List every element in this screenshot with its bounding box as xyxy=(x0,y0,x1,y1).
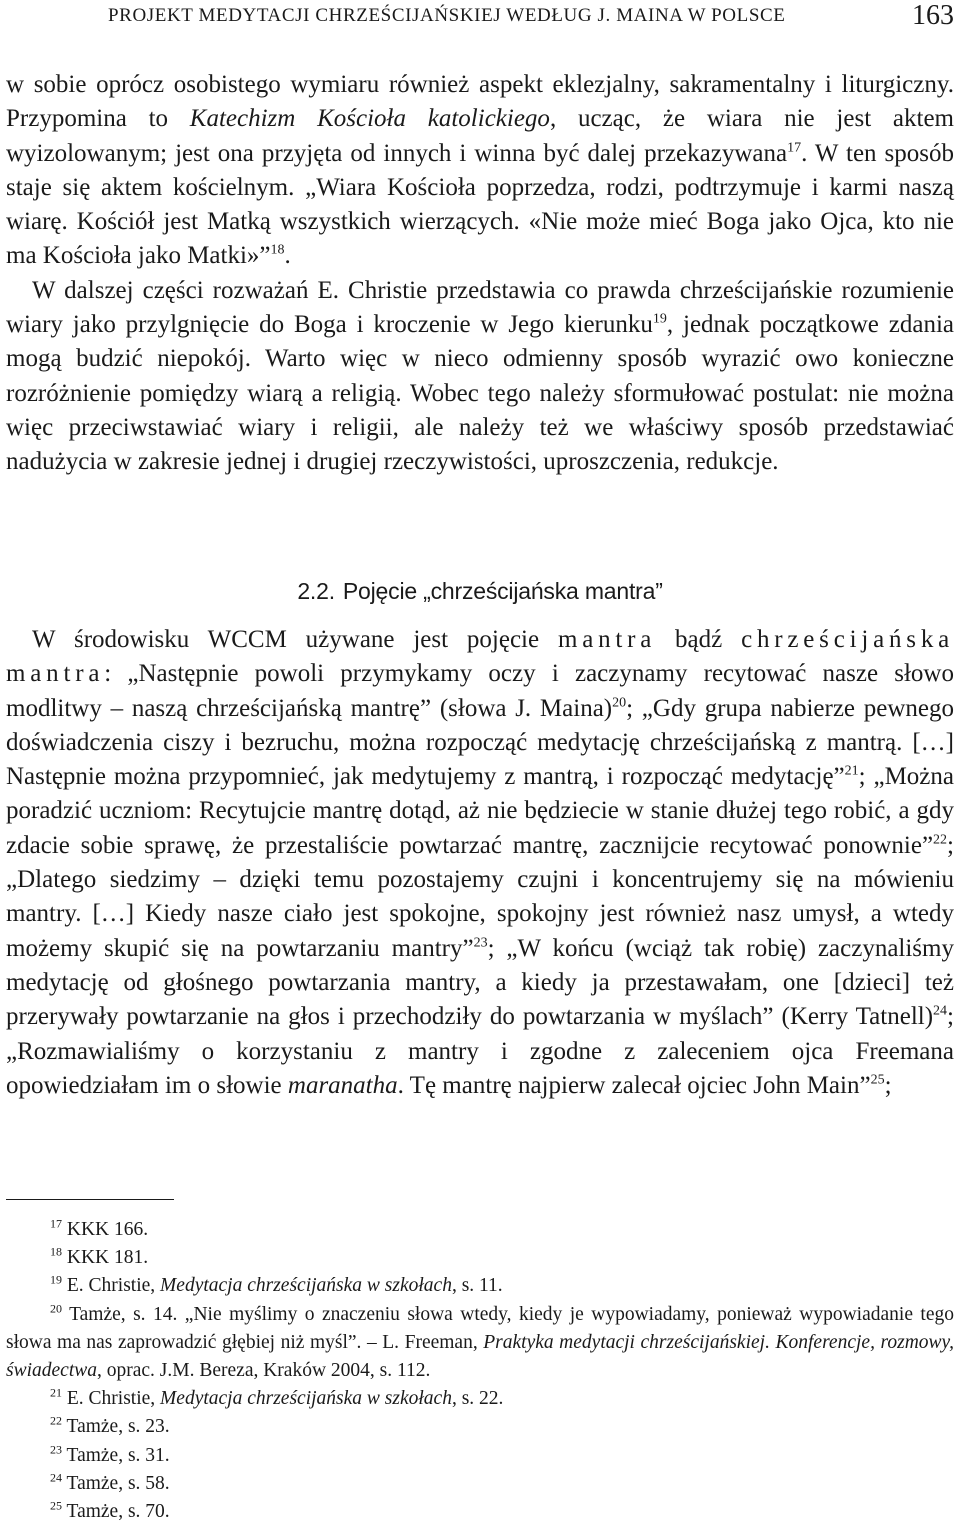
section-title: Pojęcie „chrześcijańska mantra” xyxy=(342,578,663,604)
footnote-text: Tamże, s. 58. xyxy=(66,1472,170,1494)
paragraph-continued xyxy=(6,68,954,274)
footnote-ref-17[interactable]: 17 xyxy=(787,140,802,156)
footnote-24 xyxy=(6,1470,954,1498)
footnote-number: 17 xyxy=(50,1216,62,1231)
footnotes xyxy=(6,1216,954,1526)
footnote-ref-23[interactable]: 23 xyxy=(473,935,488,951)
footnote-text: KKK 181. xyxy=(66,1247,149,1269)
footnote-text: E. Christie, xyxy=(66,1388,161,1410)
footnote-ref-19[interactable]: 19 xyxy=(652,311,667,327)
paragraph xyxy=(6,623,954,1103)
footnote-number: 24 xyxy=(50,1470,62,1485)
text-run: ; „Dlatego siedzimy – dzięki temu pozostajemy czujni i koncentrujemy się na mówieniu mantry. […] Kiedy nasze ciało jest spokojne, spokojny jest również nasz umysł, a wtedy możemy skupić się na powtarzaniu mantry” xyxy=(6,831,954,962)
footnote-italic-title: Medytacja chrześcijańska w szkołach xyxy=(160,1388,452,1410)
footnote-italic-title: Praktyka medytacji chrześcijańskiej. Konferencje, rozmowy, świadectwa xyxy=(6,1331,954,1382)
footnote-20 xyxy=(6,1301,954,1386)
running-header: PROJEKT MEDYTACJI CHRZEŚCIJAŃSKIEJ WEDŁUG J. MAINA W POLSCE xyxy=(108,5,786,26)
italic-title: Katechizm Kościoła katolickiego xyxy=(189,105,550,133)
footnote-text: E. Christie, xyxy=(66,1275,161,1297)
body-text-bottom xyxy=(6,623,954,1103)
footnote-23 xyxy=(6,1442,954,1470)
footnote-number: 18 xyxy=(50,1244,62,1259)
footnote-22 xyxy=(6,1413,954,1441)
footnote-text: , s. 22. xyxy=(451,1388,504,1410)
spaced-term: mantra xyxy=(557,626,657,653)
italic-word: maranatha xyxy=(287,1071,398,1099)
footnote-divider xyxy=(6,1199,174,1200)
text-run: W dalszej części rozważań E. Christie przedstawia co prawda chrześcijańskie rozumienie wiary jako przylgnięcie do Boga i kroczenie w Jego kierunku xyxy=(6,276,954,339)
text-run: : „Następnie powoli przymykamy oczy i zaczynamy recytować nasze słowo modlitwy – naszą chrześcijańską mantrę” (słowa J. Maina) xyxy=(6,660,954,722)
footnote-ref-24[interactable]: 24 xyxy=(933,1003,948,1019)
text-run: ; xyxy=(884,1071,892,1099)
spaced-term: chrześcijańska mantra xyxy=(6,626,955,688)
text-run: w sobie oprócz osobistego wymiaru również aspekt eklezjalny, sakramentalny i liturgiczny. Przypomina to xyxy=(6,71,954,133)
footnote-text: Tamże, s. 23. xyxy=(66,1416,170,1438)
footnote-text: , s. 11. xyxy=(451,1275,503,1297)
text-run: . Tę mantrę najpierw zalecał ojciec John Main” xyxy=(397,1071,871,1099)
text-run: bądź xyxy=(656,626,742,653)
body-text-top xyxy=(6,68,954,480)
section-heading xyxy=(6,574,954,608)
text-run: , ucząc, że wiara nie jest aktem wyizolowanym; jest ona przyjęta od innych i winna być dalej przekazywana xyxy=(6,105,954,167)
footnote-ref-21[interactable]: 21 xyxy=(844,763,859,779)
footnote-17 xyxy=(6,1216,954,1244)
footnote-ref-22[interactable]: 22 xyxy=(933,832,948,848)
footnote-18 xyxy=(6,1244,954,1272)
footnote-number: 22 xyxy=(50,1413,62,1428)
footnote-25 xyxy=(6,1498,954,1526)
text-run: . W ten sposób staje się aktem kościelnym. „Wiara Kościoła poprzedza, rodzi, podtrzymuje i karmi naszą wiarę. Kościół jest Matką wszystkich wierzących. «Nie może mieć Boga jako Ojca, kto nie ma Kościoła jako Matki»” xyxy=(6,139,955,270)
section-number: 2.2. xyxy=(297,578,335,604)
footnote-number: 23 xyxy=(50,1442,62,1457)
footnote-number: 21 xyxy=(50,1385,62,1400)
text-run: W środowisku WCCM używane jest pojęcie xyxy=(32,626,558,653)
footnote-ref-20[interactable]: 20 xyxy=(612,695,627,711)
paragraph xyxy=(6,274,954,480)
text-run: , jednak początkowe zdania mogą budzić niepokój. Warto więc w nieco odmienny sposób wyrazić owo konieczne rozróżnienie pomiędzy wiarą a religią. Wobec tego należy sformułować postulat: nie można więc przeciwstawiać wiary i religii, ale należy też we właściwy sposób przedstawiać nadużycia w zakresie jednej i drugiej rzeczywistości, uproszczenia, redukcje. xyxy=(6,311,954,476)
footnote-ref-18[interactable]: 18 xyxy=(270,243,285,259)
text-run: ; „W końcu (wciąż tak robię) zaczynaliśmy medytację od głośnego powtarzania mantry, a kiedy ja przestawałam, one [dzieci] też przerywały powtarzanie na głos i przechodziły do powtarzania w myślach” (Kerry Tatnell) xyxy=(6,934,954,1031)
footnote-number: 19 xyxy=(50,1272,62,1287)
text-run: ; „Gdy grupa nabierze pewnego doświadczenia ciszy i bezruchu, można rozpocząć medytację chrześcijańską z mantrą. […] Następnie można przypomnieć, jak medytujemy z mantrą, i rozpocząć medytację” xyxy=(6,694,955,791)
footnote-ref-25[interactable]: 25 xyxy=(870,1072,885,1088)
footnote-number: 20 xyxy=(50,1301,62,1316)
footnote-19 xyxy=(6,1272,954,1300)
text-run: ; „Rozmawialiśmy o korzystaniu z mantry i zgodne z zaleceniem ojca Freemana opowiedziałam im o słowie xyxy=(6,1003,954,1099)
footnote-text: Tamże, s. 14. „Nie myślimy o znaczeniu słowa wtedy, kiedy je wypowiadamy, ponieważ wypowiadanie tego słowa ma nas zaprowadzić głębiej niż myśl”. – L. Freeman, xyxy=(6,1303,954,1353)
footnote-text: Tamże, s. 70. xyxy=(66,1501,170,1523)
footnote-21 xyxy=(6,1385,954,1413)
footnote-text: Tamże, s. 31. xyxy=(66,1444,170,1466)
footnote-italic-title: Medytacja chrześcijańska w szkołach xyxy=(160,1275,452,1297)
text-run: ; „Można poradzić uczniom: Recytujcie mantrę dotąd, aż nie będziecie w stanie dłużej tego robić, a gdy zdacie sobie sprawę, że przestaliście powtarzać mantrę, zacznijcie recytować ponownie” xyxy=(6,763,955,859)
page-number: 163 xyxy=(912,0,954,31)
footnote-text: KKK 166. xyxy=(66,1219,149,1240)
footnote-text: , oprac. J.M. Bereza, Kraków 2004, s. 112. xyxy=(97,1360,431,1382)
footnote-number: 25 xyxy=(50,1498,62,1513)
text-run: . xyxy=(284,242,291,270)
